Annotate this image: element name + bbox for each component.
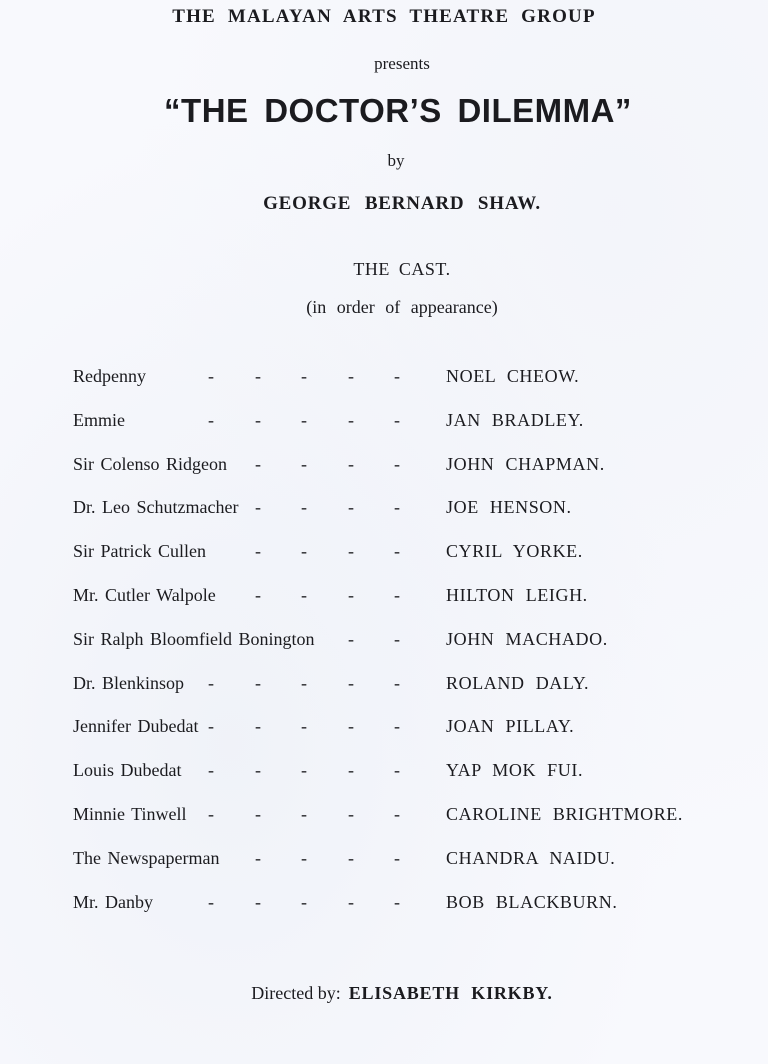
director-name: ELISABETH KIRKBY. (348, 983, 553, 1003)
leader-dash: - (394, 628, 400, 649)
play-title: “THE DOCTOR’S DILEMMA” (164, 92, 632, 129)
leader-dash: - (394, 541, 400, 562)
cast-role: Louis Dubedat (73, 760, 182, 781)
leader-dash: - (348, 672, 354, 693)
leader-dash: - (394, 760, 400, 781)
director-credit (18, 983, 768, 1004)
cast-role: Redpenny (73, 366, 146, 386)
cast-row (73, 760, 743, 804)
leader-dash: - (301, 716, 307, 737)
cast-subheading: (in order of appearance) (306, 297, 498, 317)
cast-role: Sir Ralph Bloomfield Bonington (73, 628, 315, 649)
theatre-group-name: THE MALAYAN ARTS THEATRE GROUP (172, 6, 596, 27)
cast-role: Jennifer Dubedat (73, 716, 199, 737)
leader-dash: - (208, 409, 214, 430)
leader-dash: - (301, 584, 307, 605)
leader-dash: - (255, 541, 261, 562)
cast-actor: CHANDRA NAIDU. (446, 847, 616, 868)
leader-dash: - (348, 584, 354, 605)
cast-role: Emmie (73, 409, 125, 430)
leader-dash: - (301, 541, 307, 562)
leader-dash: - (255, 497, 261, 518)
leader-dash: - (208, 716, 214, 737)
leader-dash: - (394, 716, 400, 737)
leader-dash: - (301, 497, 307, 518)
leader-dash: - (208, 803, 214, 824)
leader-dash: - (255, 409, 261, 430)
cast-actor: NOEL CHEOW. (446, 366, 580, 386)
leader-dash: - (301, 847, 307, 868)
cast-actor: JOAN PILLAY. (446, 716, 575, 737)
cast-row (73, 804, 743, 848)
leader-dash: - (255, 891, 261, 912)
leader-dash: - (348, 760, 354, 781)
leader-dash: - (301, 891, 307, 912)
cast-row (73, 673, 743, 717)
cast-role: Mr. Danby (73, 891, 153, 912)
cast-actor: ROLAND DALY. (446, 672, 590, 693)
leader-dash: - (255, 366, 261, 386)
leader-dash: - (394, 803, 400, 824)
leader-dash: - (301, 409, 307, 430)
cast-list (73, 366, 743, 935)
cast-row (73, 629, 743, 673)
cast-row (73, 585, 743, 629)
playwright-name: GEORGE BERNARD SHAW. (263, 193, 541, 214)
leader-dash: - (255, 760, 261, 781)
directed-by-label: Directed by: (251, 983, 341, 1003)
cast-role: Mr. Cutler Walpole (73, 584, 216, 605)
cast-row (73, 892, 743, 936)
cast-row (73, 366, 743, 410)
leader-dash: - (255, 584, 261, 605)
cast-heading: THE CAST. (353, 259, 451, 279)
cast-role: Dr. Blenkinsop (73, 672, 185, 693)
leader-dash: - (348, 453, 354, 474)
leader-dash: - (348, 891, 354, 912)
cast-actor: BOB BLACKBURN. (446, 891, 618, 912)
presents-text: presents (374, 54, 430, 73)
cast-row (73, 497, 743, 541)
leader-dash: - (348, 803, 354, 824)
leader-dash: - (208, 366, 214, 386)
leader-dash: - (394, 453, 400, 474)
leader-dash: - (348, 409, 354, 430)
leader-dash: - (301, 366, 307, 386)
cast-actor: JOE HENSON. (446, 497, 572, 518)
cast-role: Dr. Leo Schutzmacher (73, 497, 239, 518)
leader-dash: - (255, 453, 261, 474)
cast-row (73, 716, 743, 760)
cast-actor: JAN BRADLEY. (446, 409, 584, 430)
cast-row (73, 454, 743, 498)
leader-dash: - (348, 366, 354, 386)
leader-dash: - (394, 891, 400, 912)
cast-role: The Newspaperman (73, 847, 220, 868)
leader-dash: - (255, 847, 261, 868)
leader-dash: - (255, 716, 261, 737)
leader-dash: - (394, 847, 400, 868)
cast-role: Sir Colenso Ridgeon (73, 453, 228, 474)
leader-dash: - (348, 497, 354, 518)
cast-actor: CAROLINE BRIGHTMORE. (446, 803, 683, 824)
leader-dash: - (301, 672, 307, 693)
leader-dash: - (394, 584, 400, 605)
cast-row (73, 848, 743, 892)
leader-dash: - (348, 716, 354, 737)
cast-row (73, 410, 743, 454)
leader-dash: - (394, 409, 400, 430)
leader-dash: - (255, 672, 261, 693)
leader-dash: - (348, 847, 354, 868)
cast-role: Sir Patrick Cullen (73, 541, 206, 562)
leader-dash: - (348, 628, 354, 649)
cast-role: Minnie Tinwell (73, 803, 187, 824)
cast-actor: JOHN CHAPMAN. (446, 453, 605, 474)
by-text: by (387, 151, 405, 170)
leader-dash: - (208, 891, 214, 912)
leader-dash: - (301, 760, 307, 781)
cast-actor: HILTON LEIGH. (446, 584, 588, 605)
leader-dash: - (208, 672, 214, 693)
leader-dash: - (301, 453, 307, 474)
cast-row (73, 541, 743, 585)
cast-actor: CYRIL YORKE. (446, 541, 583, 562)
cast-actor: YAP MOK FUI. (446, 760, 584, 781)
leader-dash: - (394, 366, 400, 386)
leader-dash: - (255, 803, 261, 824)
leader-dash: - (394, 672, 400, 693)
cast-actor: JOHN MACHADO. (446, 628, 608, 649)
leader-dash: - (301, 803, 307, 824)
leader-dash: - (394, 497, 400, 518)
leader-dash: - (348, 541, 354, 562)
leader-dash: - (208, 760, 214, 781)
